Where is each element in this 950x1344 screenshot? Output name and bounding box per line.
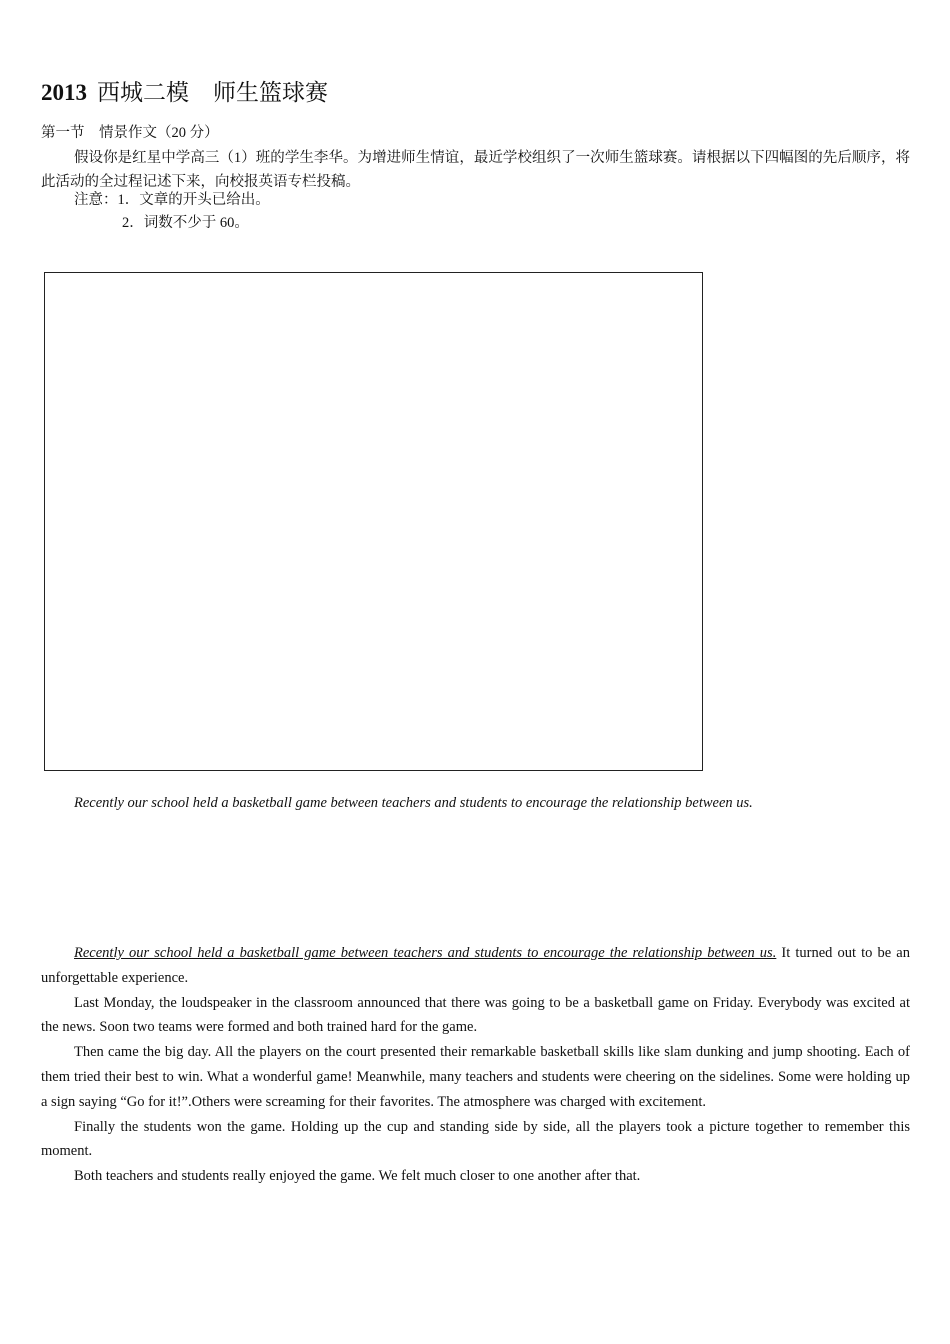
title-exam: 西城二模	[97, 80, 189, 105]
essay-paragraph-4: Finally the students won the game. Holding up the cup and standing side by side, all the players took a picture together to remember this moment.	[41, 1118, 910, 1160]
essay-opening-underlined: Recently our school held a basketball game between teachers and students to encourage the relationship between us.	[74, 945, 777, 961]
title-year: 2013	[41, 80, 87, 105]
essay-paragraph-1	[41, 941, 910, 991]
essay-paragraph-5: Both teachers and students really enjoyed the game. We felt much closer to one another after that.	[74, 1168, 641, 1185]
instruction-text: 假设你是红星中学高三（1）班的学生李华。为增进师生情谊，最近学校组织了一次师生篮球赛。请根据以下四幅图的先后顺序，将此活动的全过程记述下来，向校报英语专栏投稿。	[41, 150, 910, 190]
essay-paragraph-2: Last Monday, the loudspeaker in the classroom announced that there was going to be a basketball game on Friday. Everybody was excited at the news. Soon two teams were formed and both trained hard for the game.	[41, 994, 910, 1036]
note-line-2: 2．词数不少于 60。	[122, 215, 249, 231]
instruction-block	[41, 146, 910, 194]
sample-essay	[41, 941, 910, 1189]
picture-frame	[44, 272, 703, 771]
opening-sentence: Recently our school held a basketball game between teachers and students to encourage the relationship between us.	[74, 795, 753, 811]
essay-p1-rest: It turned out to be an unforgettable experience.	[41, 945, 910, 986]
essay-paragraph-3: Then came the big day. All the players on the court presented their remarkable basketball skills like slam dunking and jump shooting. Each of them tried their best to win. What a wonderful game! Meanwhile, many teachers and students were cheering on the sidelines. Some were holding up a sign saying “Go for it!”.Others were screaming for their favorites. The atmosphere was charged with excitement.	[41, 1044, 910, 1110]
note-line-1: 注意：1．文章的开头已给出。	[74, 192, 270, 208]
page-title	[41, 74, 328, 107]
title-topic: 师生篮球赛	[213, 80, 328, 105]
section-heading: 第一节 情景作文（20 分）	[41, 125, 219, 141]
